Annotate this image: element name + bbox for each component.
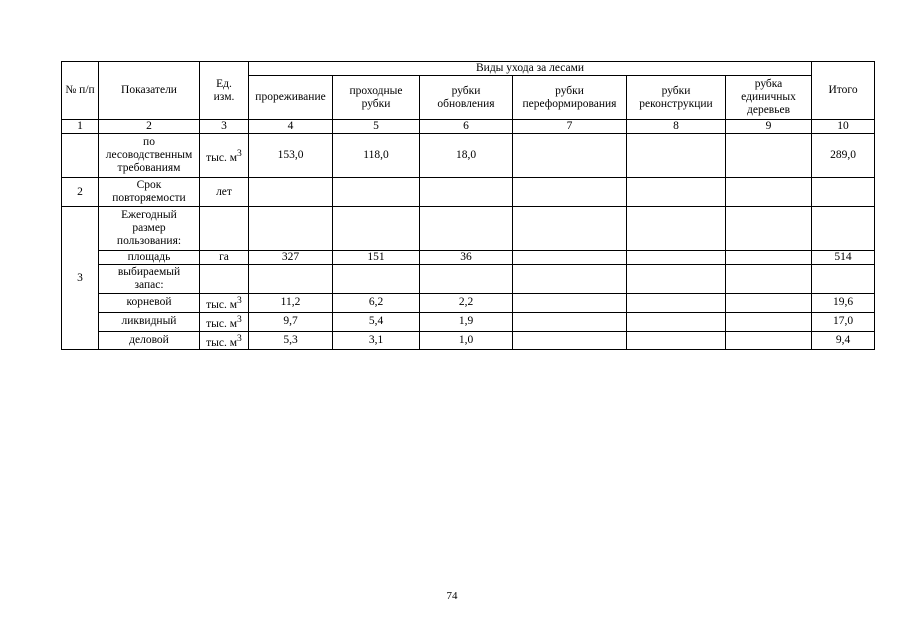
table-cell: 118,0 (333, 134, 420, 178)
table-row-stock-liquid (62, 312, 875, 331)
row-total (812, 265, 875, 294)
row-unit: га (200, 251, 249, 265)
header-type-line: рубка (754, 78, 783, 90)
table-cell: 11,2 (249, 294, 333, 313)
table-cell (249, 265, 333, 294)
table-cell (420, 207, 513, 251)
table-row-silvicultural (62, 134, 875, 178)
unit-text: тыс. м (206, 336, 238, 349)
row-indicator: ликвидный (99, 312, 200, 331)
row-unit (200, 331, 249, 350)
row-unit (200, 134, 249, 178)
table-cell (513, 331, 627, 350)
table-cell (627, 294, 726, 313)
table-cell (249, 207, 333, 251)
unit-sup: 3 (237, 295, 242, 306)
row-indicator-line: Ежегодный (121, 209, 177, 221)
table-cell (726, 331, 812, 350)
row-indicator: деловой (99, 331, 200, 350)
row-num-empty (62, 134, 99, 178)
table-cell (726, 265, 812, 294)
table-cell: 5,4 (333, 312, 420, 331)
header-type-renewal-cutting (420, 76, 513, 120)
table-cell (627, 265, 726, 294)
header-row-1 (62, 62, 875, 76)
column-number: 7 (513, 120, 627, 134)
column-number: 5 (333, 120, 420, 134)
table-cell: 36 (420, 251, 513, 265)
row-indicator-line: требованиям (117, 162, 181, 174)
table-cell (726, 294, 812, 313)
table-row-stock-business (62, 331, 875, 350)
row-total (812, 207, 875, 251)
table-cell (627, 178, 726, 207)
header-type-line: рубки (361, 97, 391, 110)
row-unit: лет (200, 178, 249, 207)
row-indicator-line: лесоводственным (105, 149, 193, 161)
table-cell (513, 207, 627, 251)
column-number: 6 (420, 120, 513, 134)
row-indicator (99, 178, 200, 207)
table-cell: 1,0 (420, 331, 513, 350)
header-total: Итого (812, 62, 875, 120)
row-total (812, 178, 875, 207)
table-cell: 151 (333, 251, 420, 265)
table-cell (513, 251, 627, 265)
row-indicator-line: по (143, 136, 155, 148)
row-unit (200, 294, 249, 313)
table-cell (249, 178, 333, 207)
header-type-line: единичных (741, 91, 796, 103)
table-cell: 5,3 (249, 331, 333, 350)
column-number: 3 (200, 120, 249, 134)
unit-sup: 3 (237, 332, 242, 344)
header-type-passage-cutting (333, 76, 420, 120)
table-row-harvest-stock (62, 265, 875, 294)
table-cell (333, 207, 420, 251)
header-unit-line1: Ед. (216, 77, 232, 90)
table-cell (726, 251, 812, 265)
table-row-repeat-period (62, 178, 875, 207)
header-type-thinning (249, 76, 333, 120)
header-indicator: Показатели (99, 62, 200, 120)
row-indicator (99, 207, 200, 251)
header-type-line: деревьев (747, 104, 791, 116)
row-unit (200, 265, 249, 294)
row-total: 289,0 (812, 134, 875, 178)
table-row-annual-usage (62, 207, 875, 251)
table-cell: 18,0 (420, 134, 513, 178)
table-cell (627, 207, 726, 251)
table-row-stock-root (62, 294, 875, 313)
row-unit (200, 207, 249, 251)
unit-text: тыс. м (206, 298, 238, 311)
header-type-reformation-cutting (513, 76, 627, 120)
column-number: 1 (62, 120, 99, 134)
row-indicator-line: пользования: (116, 235, 182, 247)
column-numbers-row (62, 120, 875, 134)
table-cell (333, 265, 420, 294)
table-cell (627, 251, 726, 265)
table-cell (726, 178, 812, 207)
table-cell: 153,0 (249, 134, 333, 178)
table-row-area (62, 251, 875, 265)
table-cell (420, 178, 513, 207)
header-type-line: рубки (451, 84, 481, 97)
row-indicator (99, 265, 200, 294)
row-unit (200, 312, 249, 331)
row-indicator-line: повторяемости (112, 192, 186, 204)
column-number: 8 (627, 120, 726, 134)
row-total: 514 (812, 251, 875, 265)
header-unit-line2: изм. (213, 90, 235, 103)
table-cell (726, 312, 812, 331)
header-care-types-group: Виды ухода за лесами (249, 62, 812, 76)
row-total: 19,6 (812, 294, 875, 313)
unit-text: тыс. м (206, 317, 238, 330)
row-indicator: площадь (99, 251, 200, 265)
row-num: 2 (62, 178, 99, 207)
table-cell (726, 134, 812, 178)
row-indicator: корневой (99, 294, 200, 313)
table-cell: 327 (249, 251, 333, 265)
table-cell (513, 134, 627, 178)
table-cell (333, 178, 420, 207)
header-type-line: реконструкции (639, 97, 713, 110)
header-type-line: обновления (437, 97, 495, 110)
row-indicator-line: размер (132, 222, 166, 234)
table-cell (726, 207, 812, 251)
table-cell (513, 312, 627, 331)
table-cell: 2,2 (420, 294, 513, 313)
unit-sup: 3 (237, 147, 242, 159)
row-indicator-line: запас: (134, 279, 164, 291)
table-cell (513, 265, 627, 294)
header-type-reconstruction-cutting (627, 76, 726, 120)
forest-care-table (61, 61, 875, 350)
table-cell (627, 134, 726, 178)
header-type-line: проходные (349, 84, 403, 97)
header-type-line: прореживание (255, 91, 326, 103)
column-number: 4 (249, 120, 333, 134)
row-total: 9,4 (812, 331, 875, 350)
header-unit (200, 62, 249, 120)
row-num: 3 (62, 207, 99, 350)
unit-text: тыс. м (206, 151, 238, 164)
column-number: 9 (726, 120, 812, 134)
header-type-line: рубки (661, 84, 691, 97)
header-num: № п/п (62, 62, 99, 120)
column-number: 10 (812, 120, 875, 134)
row-indicator-line: выбираемый (117, 266, 181, 278)
table-cell (420, 265, 513, 294)
table-cell: 6,2 (333, 294, 420, 313)
table-cell (513, 294, 627, 313)
page-number: 74 (446, 590, 458, 602)
table-cell (627, 312, 726, 331)
unit-sup: 3 (237, 313, 242, 325)
table-cell (627, 331, 726, 350)
table-cell: 3,1 (333, 331, 420, 350)
header-type-line: переформирования (522, 97, 617, 110)
column-number: 2 (99, 120, 200, 134)
header-type-single-tree-cutting (726, 76, 812, 120)
table-cell (513, 178, 627, 207)
row-indicator-line: Срок (136, 179, 162, 191)
header-type-line: рубки (555, 84, 584, 97)
table-cell: 1,9 (420, 312, 513, 331)
row-indicator (99, 134, 200, 178)
row-total: 17,0 (812, 312, 875, 331)
table-cell: 9,7 (249, 312, 333, 331)
